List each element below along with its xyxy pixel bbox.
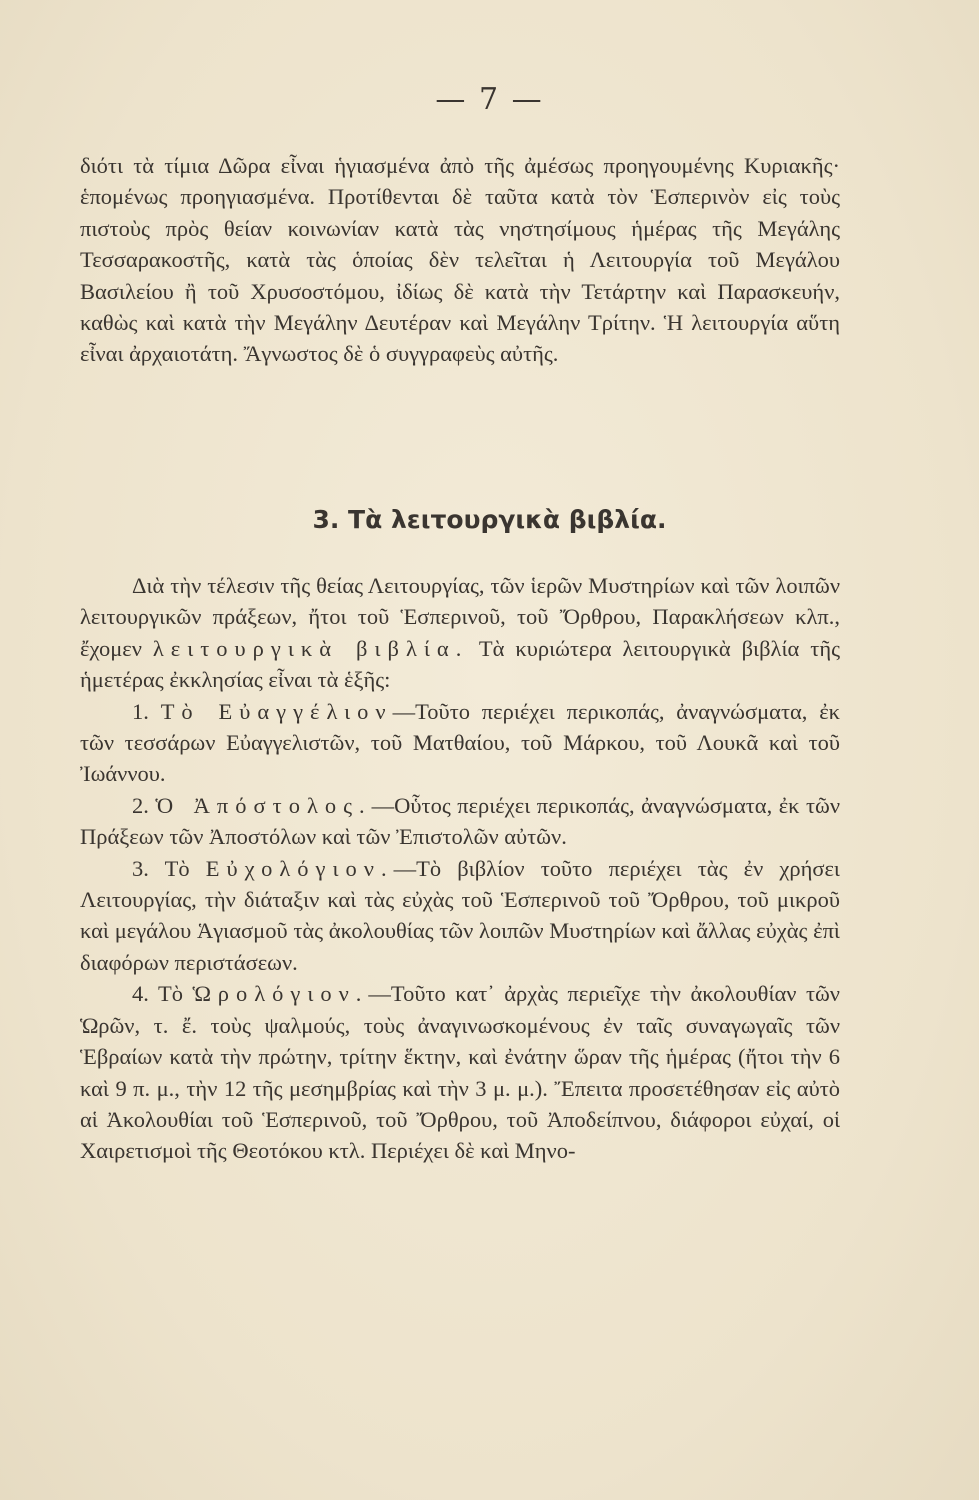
list-item [80,790,840,853]
page-number: — 7 — [435,82,544,117]
section-heading: 3. Τὰ λειτουργικὰ βιβλία. [312,505,667,534]
intro-spaced-term: λειτουργικὰ βιβλία. [152,635,469,661]
item-title: Ὁ Ἀπόστολος. [155,792,372,818]
intro-end: Τὰ κυριώτερα λειτουργικὰ βιβλία τῆς ἡμετέρας ἐκκλησίας εἶναι τὰ ἑξῆς: [80,635,840,693]
intro-paragraph [80,570,840,696]
item-text: —Οὗτος περιέχει περικοπάς, ἀναγνώσματα, ἐκ τῶν Πράξεων τῶν Ἀποστόλων καὶ τῶν Ἐπιστολῶν αὐτῶν. [80,792,841,850]
list-item [80,696,840,790]
paragraph-continuation [80,150,840,370]
item-prefix: 1. [132,698,161,724]
intro-start: Διὰ τὴν τέλεσιν τῆς θείας Λειτουργίας, τῶν ἱερῶν Μυστηρίων καὶ τῶν λοιπῶν λειτουργικῶν πράξεων, ἤτοι τοῦ Ἑσπερινοῦ, τοῦ Ὄρθρου, Παρακλήσεων κλπ., ἔχομεν [80,573,840,661]
item-title: Ὡρολόγιον. [192,981,369,1007]
section-body [80,570,840,1167]
list-item [80,978,840,1166]
item-text: —Τοῦτο περιέχει περικοπάς, ἀναγνώσματα, ἐκ τῶν τεσσάρων Εὐαγγελιστῶν, τοῦ Ματθαίου, τοῦ Μάρκου, τοῦ Λουκᾶ καὶ τοῦ Ἰωάννου. [80,698,840,787]
paragraph-text: διότι τὰ τίμια Δῶρα εἶναι ἡγιασμένα ἀπὸ τῆς ἀμέσως προηγουμένης Κυριακῆς· ἑπομένως προηγιασμένα. Προτίθενται δὲ ταῦτα κατὰ τὸν Ἑσπερινὸν εἰς τοὺς πιστοὺς πρὸς θείαν κοινωνίαν κατὰ τὰς νηστησίμους ἡμέρας τῆς Μεγάλης Τεσσαρακοστῆς, κατὰ τὰς ὁποίας δὲν τελεῖται ἡ Λειτουργία τοῦ Μεγάλου Βασιλείου ἢ τοῦ Χρυσοστόμου, ἰδίως δὲ κατὰ τὴν Τετάρτην καὶ Παρασκευήν, καθὼς καὶ κατὰ τὴν Μεγάλην Δευτέραν καὶ Μεγάλην Τρίτην. Ἡ λειτουργία αὕτη εἶναι ἀρχαιοτάτη. Ἄγνωστος δὲ ὁ συγγραφεὺς αὐτῆς. [80,153,840,367]
item-text: —Τὸ βιβλίον τοῦτο περιέχει τὰς ἐν χρήσει Λειτουργίας, τὴν διάταξιν καὶ τὰς εὐχὰς τοῦ Ἑσπερινοῦ τοῦ Ὄρθρου, τοῦ μικροῦ καὶ μεγάλου Ἁγιασμοῦ τὰς ἀκολουθίας τῶν λοιπῶν Μυστηρίων καὶ ἄλλας εὐχὰς ἐπὶ διαφόρων περιστάσεων. [80,855,840,975]
item-title: Τὸ Εὐαγγέλιον [160,698,393,724]
list-item [80,853,840,979]
item-prefix: 3. Τὸ [132,855,206,881]
item-text: —Τοῦτο κατ᾿ ἀρχὰς περιεῖχε τὴν ἀκολουθίαν τῶν Ὡρῶν, τ. ἔ. τοὺς ψαλμούς, τοὺς ἀναγινωσκομένους ἐν ταῖς συναγωγαῖς τῶν Ἑβραίων κατὰ τὴν πρώτην, τρίτην ἕκτην, καὶ ἐνάτην ὥραν τῆς ἡμέρας (ἤτοι τὴν 6 καὶ 9 π. μ., τὴν 12 τῆς μεσημβρίας καὶ τὴν 3 μ. μ.). Ἔπειτα προσετέθησαν εἰς αὐτὸ αἱ Ἀκολουθίαι τοῦ Ἑσπερινοῦ, τοῦ Ὄρθρου, τοῦ Ἀποδείπνου, διάφοροι εὐχαί, οἱ Χαιρετισμοὶ τῆς Θεοτόκου κτλ. Περιέχει δὲ καὶ Μηνο- [80,981,840,1164]
item-prefix: 4. Τὸ [132,981,193,1007]
item-prefix: 2. [132,792,156,818]
item-title: Εὐχολόγιον. [205,855,394,881]
